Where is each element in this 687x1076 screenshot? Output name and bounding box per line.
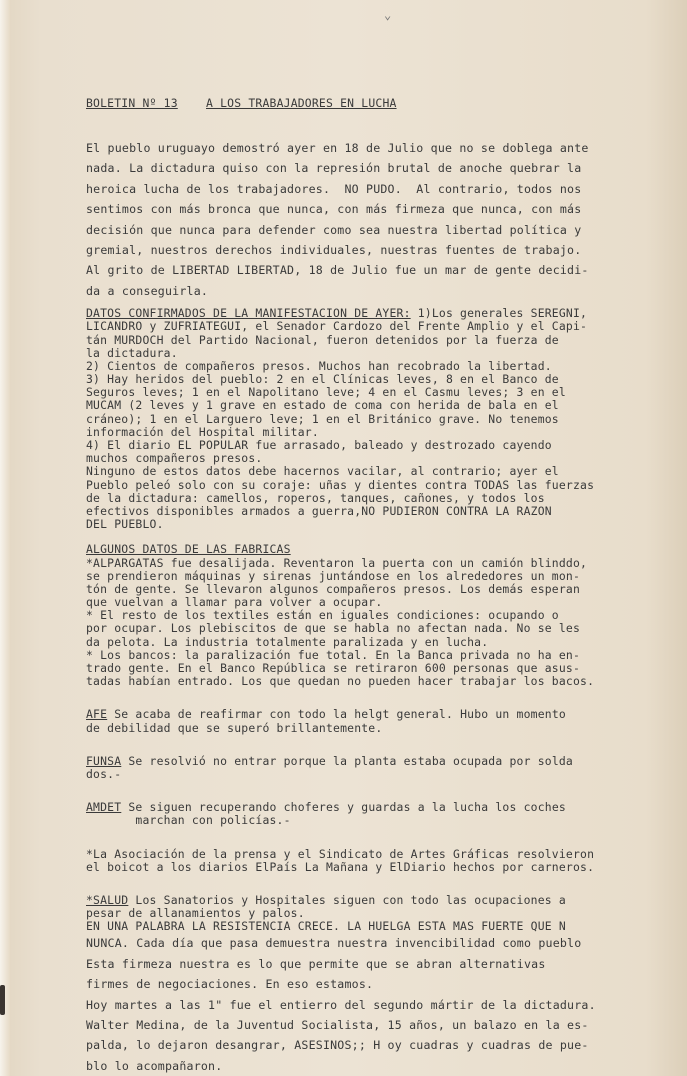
datos-section	[86, 307, 666, 531]
text-line: sentimos con más bronca que nunca, con más firmeza que nunca, con más	[86, 202, 582, 217]
afe-section	[86, 708, 666, 734]
text-line: DEL PUEBLO.	[86, 517, 164, 532]
text-line: cráneo); 1 en el Larguero leve; 1 en el Británico grave. No tenemos	[86, 411, 559, 426]
text-line: información del Hospital militar.	[86, 424, 319, 439]
paper-tear-mark	[0, 985, 5, 1015]
bulletin-number: BOLETIN Nº 13	[86, 96, 178, 110]
text-line: de debilidad que se superó brillantemente.	[86, 720, 383, 735]
section-heading: ALGUNOS DATOS DE LAS FABRICAS	[86, 542, 291, 557]
text-line: * Los bancos: la paralización fue total. En la Banca privada no ha en-	[86, 647, 581, 662]
section-heading: DATOS CONFIRMADOS DE LA MANIFESTACION DE AYER:	[86, 306, 411, 321]
text-line: se prendieron máquinas y sirenas juntándose en los alrededores un mon-	[86, 568, 581, 583]
text-line: 1)Los generales SEREGNI,	[410, 306, 588, 321]
text-line: *ALPARGATAS fue desalijada. Reventaron la puerta con un camión blinddo,	[86, 555, 588, 570]
text-line: *La Asociación de la prensa y el Sindicato de Artes Gráficas resolvieron	[86, 846, 595, 861]
text-line: pesar de allanamientos y palos.	[86, 906, 305, 921]
text-line: da a conseguirla.	[86, 283, 209, 298]
bulletin-text	[86, 96, 666, 1076]
text-line: 3) Hay heridos del pueblo: 2 en el Clínicas leves, 8 en el Banco de	[86, 372, 559, 387]
paper-edge	[0, 0, 10, 1076]
text-line: firmes de negociaciones. En eso estamos.	[86, 977, 374, 992]
text-line: la dictadura.	[86, 345, 178, 360]
intro-paragraph	[86, 138, 666, 301]
text-line: dos.-	[86, 766, 122, 781]
text-line: MUCAM (2 leves y 1 grave en estado de coma con herida de bala en el	[86, 398, 559, 413]
text-line: Se acaba de reafirmar con todo la helgt general. Hubo un momento	[107, 707, 566, 722]
closing-paragraph	[86, 933, 666, 1076]
text-line: Se resolvió no entrar porque la planta estaba ocupada por solda	[121, 753, 573, 768]
text-line: 2) Cientos de compañeros presos. Muchos han recobrado la libertad.	[86, 358, 552, 373]
section-label: *SALUD	[86, 892, 129, 907]
text-line: Esta firmeza nuestra es lo que permite que se abran alternativas	[86, 956, 546, 971]
bulletin-title	[86, 96, 666, 110]
text-line: el boicot a los diarios ElPaís La Mañana y ElDiario hechos por carneros.	[86, 859, 595, 874]
bulletin-headline: A LOS TRABAJADORES EN LUCHA	[206, 96, 397, 110]
text-line: palda, lo dejaron desangrar, ASESINOS;; H oy cuadras y cuadras de pue-	[86, 1038, 589, 1053]
text-line: EN UNA PALABRA LA RESISTENCIA CRECE. LA HUELGA ESTA MAS FUERTE QUE N	[86, 919, 566, 934]
text-line: Al grito de LIBERTAD LIBERTAD, 18 de Julio fue un mar de gente decidi-	[86, 263, 589, 278]
text-line: marchan con policías.-	[86, 813, 291, 828]
amdet-section	[86, 801, 666, 827]
text-line: de la dictadura: camellos, roperos, tanques, cañones, y todos los	[86, 490, 545, 505]
text-line: efectivos disponibles armados a guerra,NO PUDIERON CONTRA LA RAZON	[86, 503, 552, 518]
text-line: tán MURDOCH del Partido Nacional, fueron detenidos por la fuerza de	[86, 332, 559, 347]
text-line: Walter Medina, de la Juventud Socialista, 15 años, un balazo en la es-	[86, 1018, 589, 1032]
text-line: LICANDRO y ZUFRIATEGUI, el Senador Cardozo del Frente Amplio y el Capi-	[86, 319, 588, 334]
text-line: muchos compañeros presos.	[86, 451, 263, 466]
text-line: blo lo acompañaron.	[86, 1058, 223, 1073]
staple-mark: ⌄	[384, 8, 392, 22]
text-line: Hoy martes a las 1" fue el entierro del segundo mártir de la dictadura.	[86, 997, 596, 1012]
section-label: FUNSA	[86, 753, 122, 768]
text-line: El pueblo uruguayo demostró ayer en 18 de Julio que no se doblega ante	[86, 141, 589, 155]
text-line: Pueblo peleó solo con su coraje: uñas y dientes contra TODAS las fuerzas	[86, 477, 595, 492]
funsa-section	[86, 755, 666, 781]
section-label: AFE	[86, 707, 108, 722]
text-line: Seguros leves; 1 en el Napolitano leve; 4 en el Casmu leves; 3 en el	[86, 385, 566, 400]
text-line: trado gente. En el Banco República se retiraron 600 personas que asus-	[86, 661, 581, 675]
prensa-section	[86, 848, 666, 874]
salud-section	[86, 894, 666, 934]
text-line: heroica lucha de los trabajadores. NO PUDO. Al contrario, todos nos	[86, 181, 582, 196]
text-line: 4) El diario EL POPULAR fue arrasado, baleado y destrozado cayendo	[86, 438, 552, 452]
text-line: que vuelvan a llamar para volver a ocupar.	[86, 595, 383, 610]
text-line: Ninguno de estos datos debe hacernos vacilar, al contrario; ayer el	[86, 464, 559, 479]
text-line: tadas habían entrado. Los que quedan no pueden hacer trabajar los bacos.	[86, 674, 595, 689]
text-line: * El resto de los textiles están en iguales condiciones: ocupando o	[86, 608, 559, 623]
section-label: AMDET	[86, 800, 122, 815]
text-line: Se siguen recuperando choferes y guardas a la lucha los coches	[121, 800, 566, 815]
text-line: gremial, nuestros derechos individuales, nuestras fuentes de trabajo.	[86, 242, 582, 257]
fabricas-section	[86, 543, 666, 688]
text-line: decisión que nunca para defender como sea nuestra libertad política y	[86, 222, 582, 237]
text-line: tón de gente. Se llevaron algunos compañeros presos. Los demás esperan	[86, 581, 581, 596]
text-line: da pelota. La industria totalmente paralizada y en lucha.	[86, 634, 489, 649]
text-line: Los Sanatorios y Hospitales siguen con todo las ocupaciones a	[128, 892, 566, 907]
text-line: NUNCA. Cada día que pasa demuestra nuestra invencibilidad como pueblo	[86, 936, 582, 951]
text-line: nada. La dictadura quiso con la represión brutal de anoche quebrar la	[86, 161, 582, 176]
text-line: por ocupar. Los plebiscitos de que se habla no afectan nada. No se les	[86, 621, 581, 636]
